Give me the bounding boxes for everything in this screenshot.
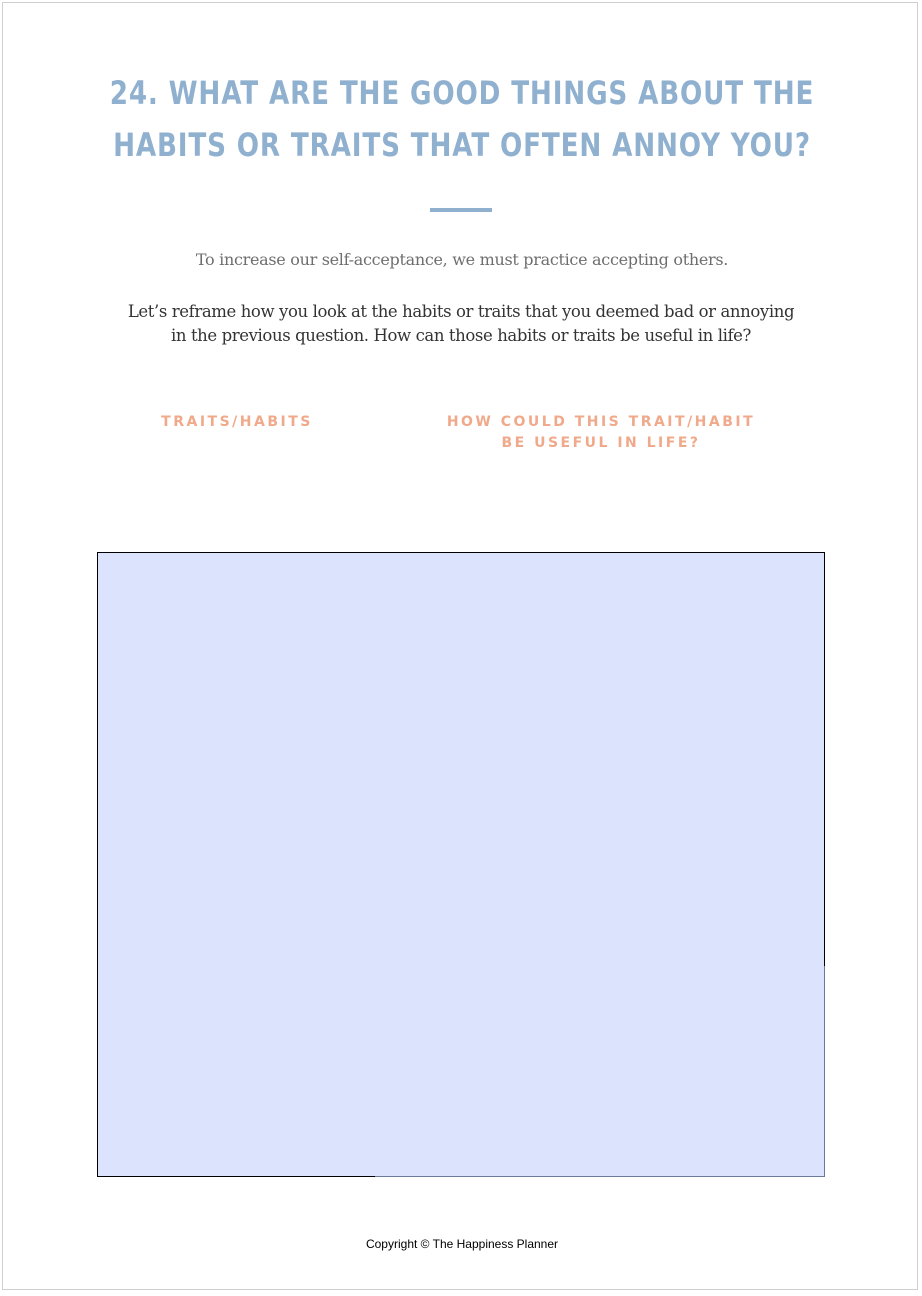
answer-grid [97, 552, 825, 1177]
page-title-line-2: HABITS OR TRAITS THAT OFTEN ANNOY YOU? [113, 126, 811, 164]
useful-column-header-line-2: BE USEFUL IN LIFE? [501, 435, 701, 451]
prompt-text [123, 300, 799, 348]
trait-field-3[interactable] [97, 966, 376, 1177]
page-title-line-1: 24. WHAT ARE THE GOOD THINGS ABOUT THE [109, 74, 815, 112]
useful-field-3[interactable] [375, 966, 825, 1177]
useful-column-header-line-1: HOW COULD THIS TRAIT/HABIT [446, 414, 756, 430]
trait-field-1[interactable] [97, 552, 376, 760]
intro-text: To increase our self-acceptance, we must practice accepting others. [195, 250, 729, 269]
title-divider [430, 208, 492, 212]
page-title [86, 67, 839, 171]
useful-field-1[interactable] [375, 552, 825, 760]
useful-field-2[interactable] [375, 759, 825, 967]
copyright-footer: Copyright © The Happiness Planner [365, 1237, 559, 1251]
prompt-line-1: Let’s reframe how you look at the habits or traits that you deemed bad or annoying [127, 302, 795, 321]
traits-column-header: TRAITS/HABITS [161, 414, 313, 430]
prompt-line-2: in the previous question. How can those habits or traits be useful in life? [171, 326, 751, 345]
worksheet-page [2, 2, 918, 1290]
useful-column-header [441, 412, 761, 454]
trait-field-2[interactable] [97, 759, 376, 967]
